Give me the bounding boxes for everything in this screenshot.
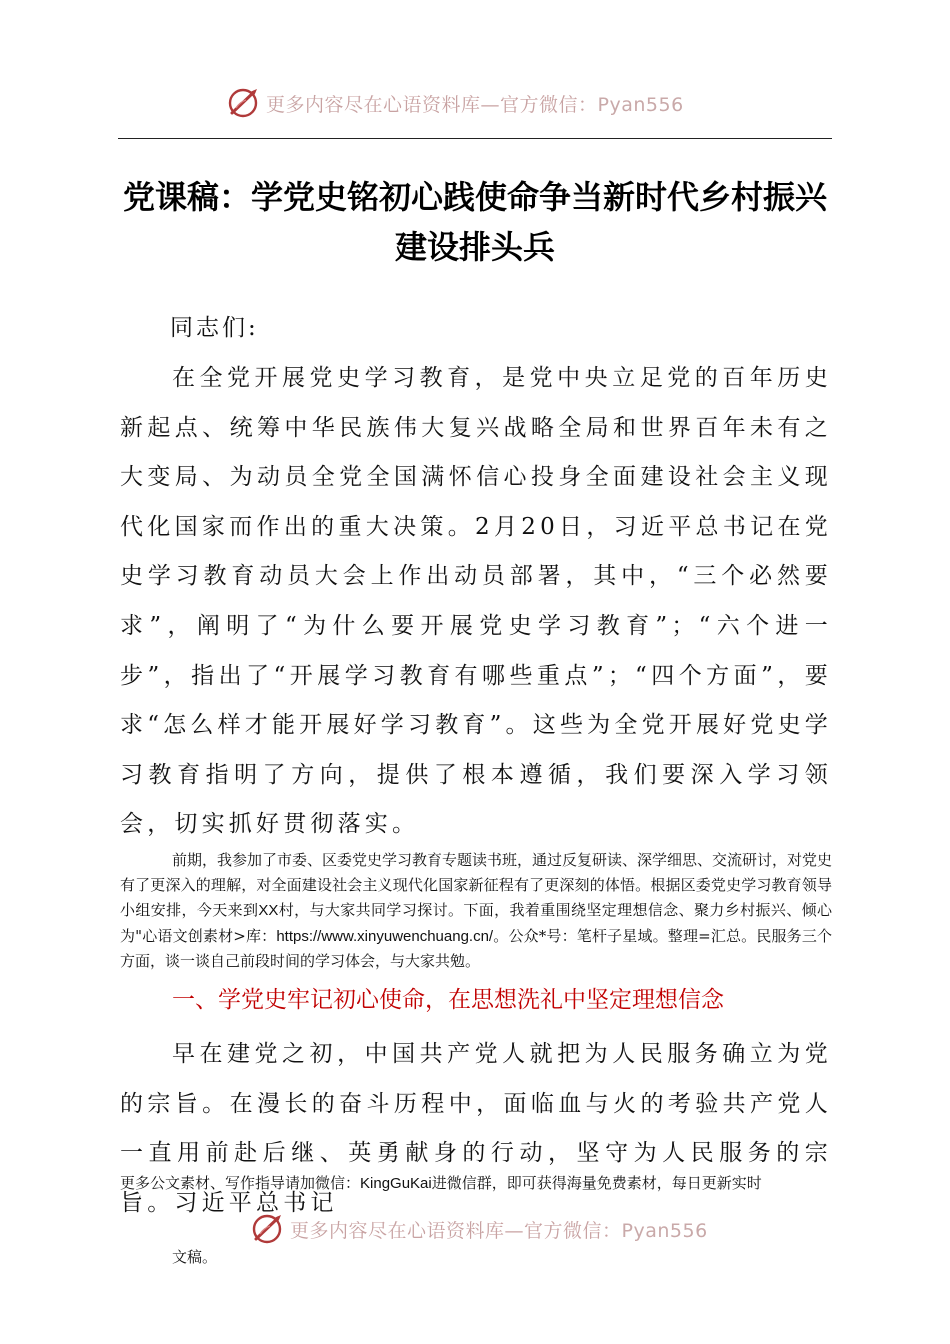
watermark-text: 更多内容尽在心语资料库—官方微信：Pyan556 [266,93,684,116]
pen-logo-icon [250,1212,286,1246]
section-heading-1: 一、学党史牢记初心使命，在思想洗礼中坚定理想信念 [172,987,724,1013]
document-title: 党课稿：学党史铭初心践使命争当新时代乡村振兴建设排头兵 [122,178,827,266]
source-url: https://www.xinyuwenchuang.cn/ [276,927,494,945]
paragraph-small: 前期，我参加了市委、区委党史学习教育专题读书班，通过反复研读、深学细思、交流研讨，对党史有了更深入的理解，对全面建设社会主义现代化国家新征程有了更深刻的体悟。根据区委党史学习教育领导小组安排，今天来到XX村，与大家共同学习探讨。下面，我着重围绕坚定理想信念、聚力乡村振兴、倾心为"心语文创素材>库：https://www.xinyuwenchuang.cn/。公众*号：笔杆子星域。整理=汇总。民服务三个方面，谈一谈自己前段时间的学习体会，与大家共勉。 [120,851,833,970]
pen-logo-icon [226,86,262,120]
footer-note: 更多公文素材、写作指导请加微信：KingGuKai进微信群，即可获得海量免费素材，每日更新实时 [120,1174,762,1192]
paragraph-section1: 早在建党之初，中国共产党人就把为人民服务确立为党的宗旨。在漫长的奋斗历程中，面临血与火的考验共产党人一直用前赴后继、英勇献身的行动，坚守为人民服务的宗旨。习近平总书记 [120,1041,832,1216]
paragraph-intro: 在全党开展党史学习教育，是党中央立足党的百年历史新起点、统筹中华民族伟大复兴战略全局和世界百年未有之大变局、为动员全党全国满怀信心投身全面建设社会主义现代化国家而作出的重大决策。2月20日，习近平总书记在党史学习教育动员大会上作出动员部署，其中，“三个必然要求”，阐明了“为什么要开展党史学习教育”；“六个进一步”，指出了“开展学习教育有哪些重点”；“四个方面”，要求“怎么样才能开展好学习教育”。这些为全党开展好党史学习教育指明了方向，提供了根本遵循，我们要深入学习领会，切实抓好贯彻落实。 [120,365,832,838]
header-rule [118,138,832,139]
salutation: 同志们: [170,315,259,341]
watermark-text: 更多内容尽在心语资料库—官方微信：Pyan556 [290,1219,708,1242]
footer-note-end: 文稿。 [172,1248,218,1266]
header-watermark [226,86,746,120]
footer-watermark [250,1212,770,1246]
